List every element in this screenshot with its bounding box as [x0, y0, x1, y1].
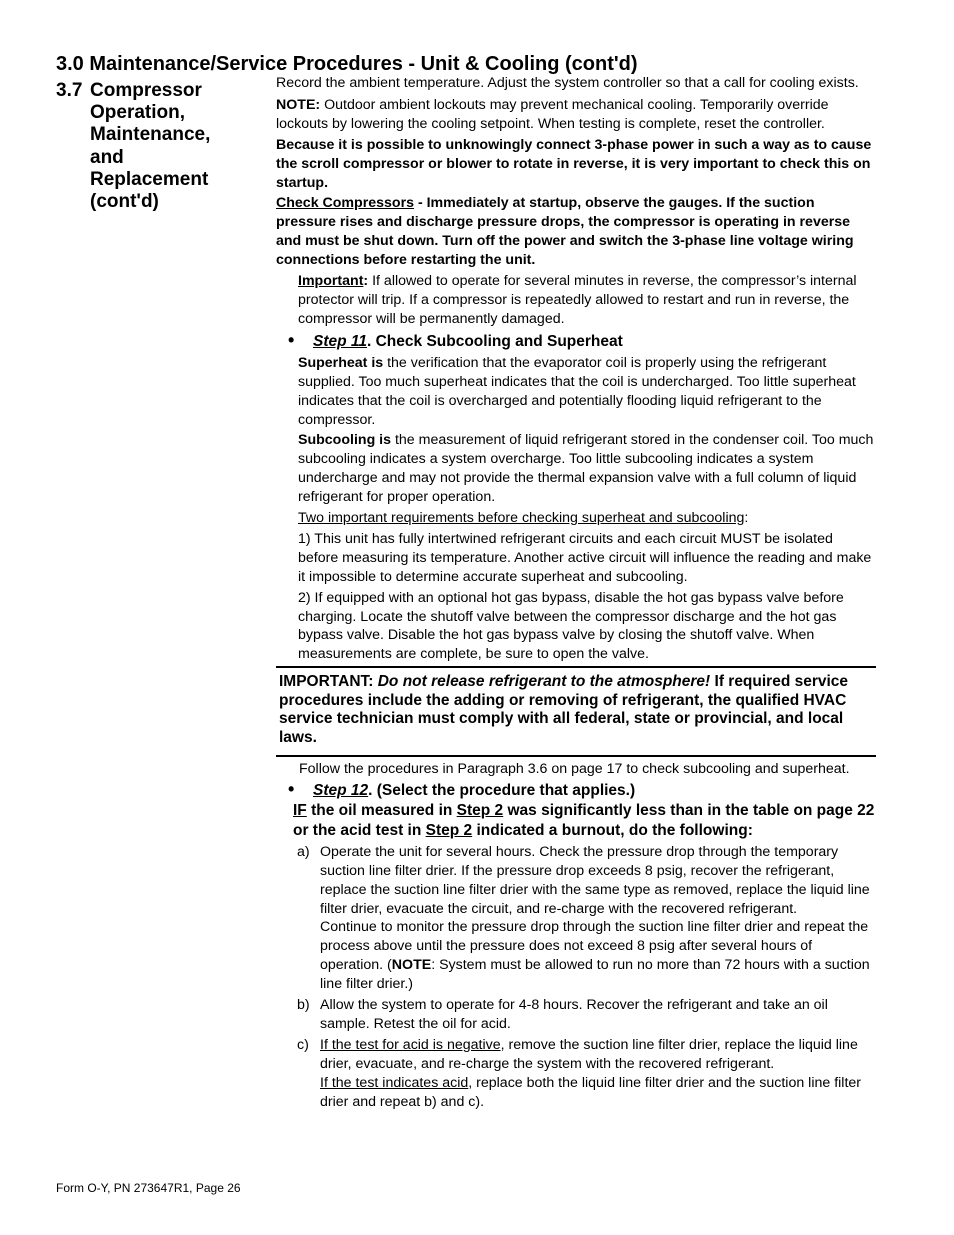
page-footer: Form O-Y, PN 273647R1, Page 26: [56, 1181, 241, 1195]
requirement-2: 2) If equipped with an optional hot gas bypass, disable the hot gas bypass valve before charging. Locate the shutoff valve between the compressor discharge and the hot gas bypass valve. Disable the hot gas bypass valve by closing the shutoff valve. When measurements are complete, be sure to open the valve.: [298, 589, 844, 663]
item-b-text: Allow the system to operate for 4-8 hours. Recover the refrigerant and take an oil sample. Retest the oil for acid.: [320, 997, 828, 1032]
list-label: a): [297, 843, 310, 860]
item-c-acid: [320, 1074, 876, 1112]
note-label: NOTE:: [276, 96, 321, 113]
important-box-emphasis: Do not release refrigerant to the atmosphere!: [377, 673, 711, 691]
warning-3phase: Because it is possible to unknowingly connect 3-phase power in such a way as to cause the scroll compressor or blower to rotate in reverse, it is very important to check this on startup.: [276, 136, 872, 191]
check-compressors-text: - Immediately at startup, observe the gauges. If the suction pressure rises and discharge pressure drops, the compressor is operating in reverse and must be shut down. Turn off the power and switch the 3-phase line voltage wiring connections before restarting the unit.: [276, 195, 854, 269]
item-a-text: Continue to monitor the pressure drop through the suction line filter drier and repeat the process above until the pressure does not exceed 8 psig after several hours of operation. (: [320, 919, 869, 974]
note-text: Outdoor ambient lockouts may prevent mechanical cooling. Temporarily override lockouts by lowering the cooling setpoint. When testing is complete, reset the controller.: [276, 96, 829, 132]
step-12-text: . (Select the procedure that applies.): [368, 781, 636, 799]
item-a-continue: [320, 918, 876, 994]
acid-negative-label: If the test for acid is negative: [320, 1036, 501, 1053]
important-colon: :: [363, 273, 369, 290]
if-label: IF: [293, 801, 307, 819]
step-2-reference: Step 2: [456, 801, 504, 819]
note-label: NOTE: [391, 957, 432, 974]
list-item-a: [276, 843, 876, 994]
follow-procedures-paragraph: Follow the procedures in Paragraph 3.6 on page 17 to check subcooling and superheat.: [299, 760, 850, 777]
list-item-c: [276, 1036, 876, 1112]
acid-positive-label: If the test indicates acid: [320, 1074, 469, 1091]
superheat-paragraph: [276, 354, 876, 430]
note-paragraph: [276, 96, 876, 134]
check-compressors-label: Check Compressors: [276, 195, 414, 212]
subcooling-paragraph: [276, 431, 876, 507]
item-c-text: , remove the suction line filter drier, replace the liquid line drier, evacuate, and re-charge the system with the recovered refrigerant.: [320, 1036, 858, 1072]
item-c-text: , replace both the liquid line filter drier and the suction line filter drier and repeat b) and c).: [320, 1074, 862, 1110]
important-label: Important: [298, 273, 364, 290]
list-label: b): [297, 997, 310, 1014]
important-reverse-paragraph: [276, 272, 876, 329]
condition-text: was significantly less than in the table on page 22 or the acid test in: [293, 801, 875, 839]
list-label: c): [297, 1036, 309, 1053]
step-2-reference: Step 2: [425, 821, 473, 839]
requirements-heading: [276, 509, 876, 528]
requirement-1: 1) This unit has fully intertwined refrigerant circuits and each circuit MUST be isolated before measuring its temperature. Another active circuit will influence the reading and make it impossible to determine accurate superheat and subcooling.: [298, 530, 872, 585]
important-warning-box: [276, 666, 876, 757]
superheat-text: the verification that the evaporator coil is properly using the refrigerant supplied. Too much superheat indicates that the coil is undercharged. Too little superheat indicates that the coil is overcharged and potentially flooding liquid refrigerant to the compressor.: [298, 354, 856, 428]
subcooling-text: the measurement of liquid refrigerant stored in the condenser coil. Too much subcooling indicates a system overcharge. Too little subcooling indicates a system undercharge and may not provide the thermal expansion valve with a full column of liquid refrigerant for proper operation.: [298, 432, 874, 506]
list-item-b: [276, 996, 876, 1034]
section-number: 3.7: [56, 80, 83, 101]
main-content: [276, 74, 876, 1112]
step-11-label: Step 11: [313, 332, 367, 350]
paragraph-ambient: Record the ambient temperature. Adjust the system controller so that a call for cooling exists.: [276, 75, 859, 91]
important-box-text: If required service procedures include the adding or removing of refrigerant, the qualified HVAC service technician must comply with all federal, state or provincial, and local laws.: [279, 673, 849, 746]
step-12-condition: [276, 801, 876, 841]
step-11-heading: [276, 329, 876, 352]
requirements-label: Two important requirements before checking superheat and subcooling: [298, 510, 745, 527]
item-c-negative: [320, 1036, 876, 1074]
section-title-line: Replacement: [90, 168, 209, 190]
page-title: 3.0 Maintenance/Service Procedures - Unit & Cooling (cont'd): [56, 53, 638, 75]
important-box-label: IMPORTANT:: [279, 673, 378, 691]
step-12-heading: [276, 778, 876, 801]
section-title-line: Operation,: [90, 102, 186, 124]
bullet-icon: •: [288, 778, 295, 799]
subcooling-label: Subcooling is: [298, 432, 392, 449]
section-heading: [56, 80, 256, 213]
bullet-icon: •: [288, 329, 295, 350]
section-title-line: and: [90, 146, 124, 168]
condition-text: indicated a burnout, do the following:: [472, 821, 753, 839]
item-a-text: Operate the unit for several hours. Check the pressure drop through the temporary suction line filter drier. If the pressure drop exceeds 8 psig, recover the refrigerant, replace the suction line filter drier with the same type as removed, replace the liquid line filter drier, evacuate the circuit, and re-charge with the recovered refrigerant.: [320, 843, 870, 917]
section-title-line: Maintenance,: [90, 124, 211, 146]
step-11-text: . Check Subcooling and Superheat: [367, 332, 623, 350]
superheat-label: Superheat is: [298, 354, 384, 371]
requirements-colon: :: [744, 510, 749, 527]
condition-text: the oil measured in: [306, 801, 457, 819]
item-a-text: : System must be allowed to run no more than 72 hours with a suction line filter drier.): [320, 957, 870, 993]
section-title-line: Compressor: [90, 80, 202, 101]
important-reverse-text: If allowed to operate for several minutes in reverse, the compressor’s internal protector will trip. If a compressor is repeatedly allowed to restart and run in reverse, the compressor will be permanently damaged.: [298, 273, 857, 327]
step-12-label: Step 12: [313, 781, 369, 799]
section-title-line: (cont'd): [90, 191, 159, 213]
check-compressors-paragraph: [276, 194, 876, 270]
